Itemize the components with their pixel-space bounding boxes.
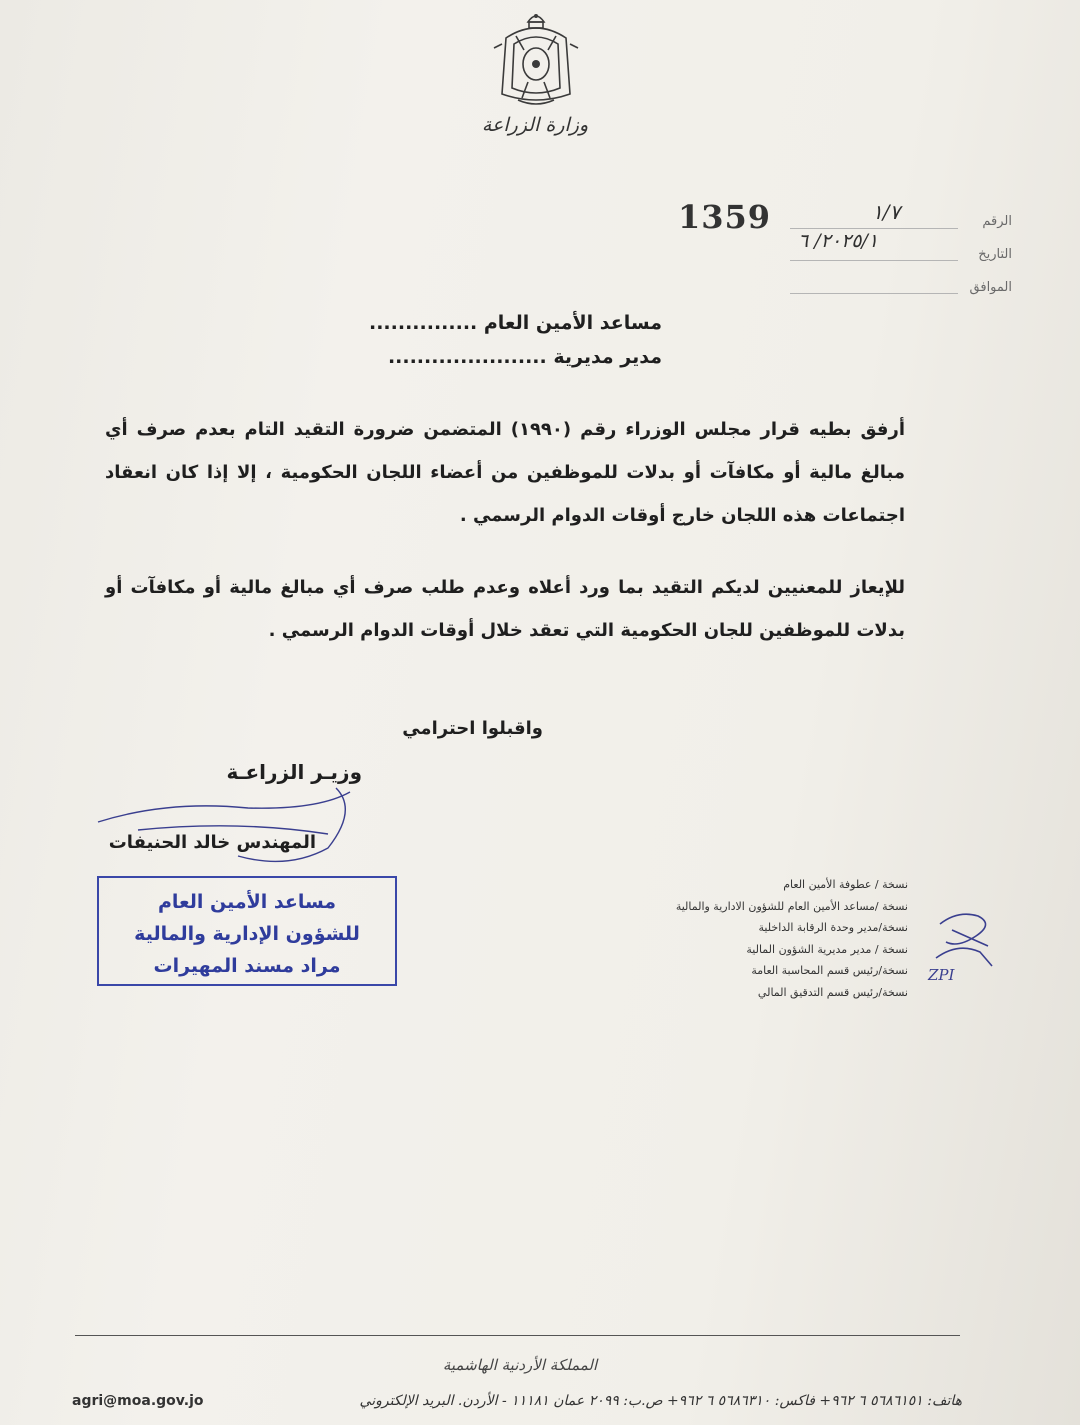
stamp-line-title: مساعد الأمين العام — [157, 891, 337, 913]
stamp-line-name: مراد مسند المهيرات — [153, 955, 341, 977]
copies-list — [578, 874, 908, 1003]
addressee-assistant-secretary: مساعد الأمين العام ............... — [368, 312, 662, 334]
copy-item: نسخة / عطوفة الأمين العام — [783, 878, 908, 891]
date-value: ٢٠٢٥/١/ ٦ — [798, 230, 879, 252]
copy-item: نسخة/رئيس قسم التدقيق المالي — [757, 985, 908, 999]
signature-icon — [88, 770, 358, 880]
stamp-line-department: للشؤون الإدارية والمالية — [134, 923, 360, 945]
coat-of-arms-icon — [488, 8, 584, 108]
hijri-label: الموافق — [969, 280, 1012, 295]
copy-item: نسخة /مساعد الأمين العام للشؤون الادارية والمالية — [675, 899, 908, 913]
body-paragraph-2: للإيعاز للمعنيين لديكم التقيد بما ورد أعلاه وعدم طلب صرف أي مبالغ مالية أو مكافآت أو بدلات للموظفين للجان الحكومية التي تعقد خلال أوقات الدوام الرسمي . — [105, 577, 905, 641]
ministry-logo-text: وزارة الزراعة — [481, 114, 589, 136]
number-label: الرقم — [982, 214, 1012, 229]
number-line — [790, 228, 958, 229]
copy-item: نسخة/مدير وحدة الرقابة الداخلية — [758, 921, 908, 934]
copy-item: نسخة/رئيس قسم المحاسبة العامة — [751, 964, 908, 977]
reference-number-prefix: ١/٧ — [872, 200, 901, 224]
footer-contact-details: هاتف: ٥٦٨٦١٥١ ٦ ٩٦٢+ فاكس: ٥٦٨٦٣١٠ ٦ ٩٦٢+ ص.ب: ٢٠٩٩ عمان ١١١٨١ - الأردن. البريد الإلكتروني — [359, 1393, 962, 1409]
minister-title: وزيـر الزراعـة — [226, 760, 362, 784]
hijri-line — [790, 293, 958, 294]
reference-number: 1359 — [678, 198, 772, 236]
handwritten-initials: ZPI — [928, 966, 955, 984]
date-label: التاريخ — [978, 247, 1012, 262]
date-line — [790, 260, 958, 261]
footer-email-link[interactable]: agri@moa.gov.jo — [72, 1393, 204, 1409]
closing-phrase: واقبلوا احترامي — [402, 718, 543, 739]
copy-item: نسخة / مدير مديرية الشؤون المالية — [746, 942, 908, 956]
official-stamp — [97, 876, 397, 986]
minister-name: المهندس خالد الحنيفات — [108, 832, 316, 853]
addressee-directorate-director: مدير مديرية ...................... — [387, 346, 662, 368]
footer-country-name: المملكة الأردنية الهاشمية — [442, 1356, 598, 1374]
footer-divider — [75, 1335, 960, 1336]
body-paragraph-1: أرفق بطيه قرار مجلس الوزراء رقم (١٩٩٠) المتضمن ضرورة التقيد التام بعدم صرف أي مبالغ مالية أو مكافآت أو بدلات للموظفين من أعضاء اللجان الحكومية ، إلا إذا كان انعقاد اجتماعات هذه اللجان خارج أوقات الدوام الرسمي . — [105, 419, 905, 526]
